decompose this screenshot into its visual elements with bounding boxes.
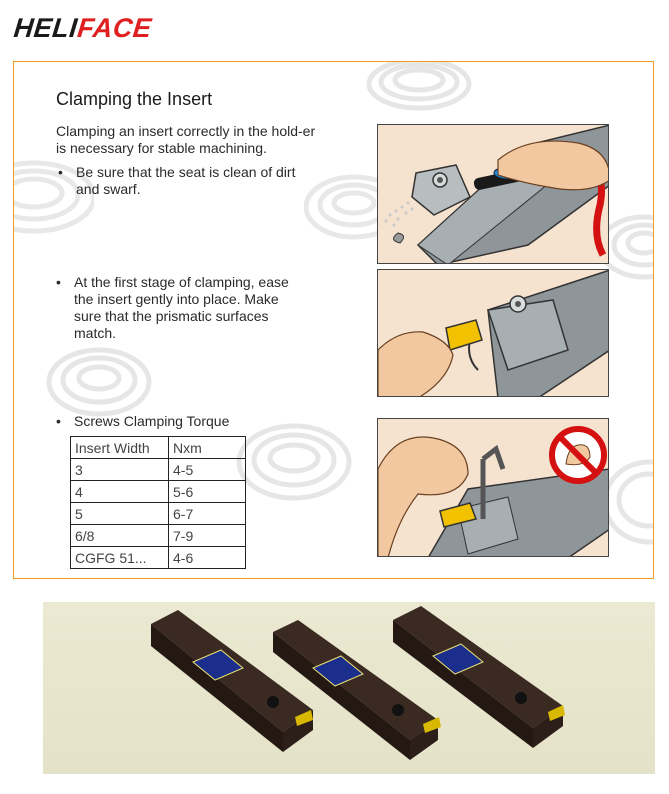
bullet-text: Be sure that the seat is clean of dirt and swarf.	[76, 164, 296, 197]
section-title: Clamping the Insert	[56, 89, 213, 109]
logo-part-heli: HELI	[12, 13, 80, 43]
bullet-dot: •	[56, 274, 61, 290]
table-row	[71, 547, 246, 569]
table-row	[71, 503, 246, 525]
bullet-text: Screws Clamping Torque	[74, 413, 230, 429]
table-row	[71, 525, 246, 547]
clamping-instructions-panel	[13, 61, 654, 579]
bullet-dot: •	[58, 164, 63, 180]
bullet-torque	[56, 413, 256, 430]
table-header: Insert Width	[71, 437, 169, 459]
table-row	[71, 481, 246, 503]
table-cell: 6/8	[71, 525, 169, 547]
illustration-inserting-insert	[377, 269, 609, 397]
bullet-first-stage	[56, 274, 296, 342]
table-cell: 6-7	[169, 503, 246, 525]
table-cell: CGFG 51...	[71, 547, 169, 569]
illustration-clamping-screw	[377, 418, 609, 557]
table-cell: 5-6	[169, 481, 246, 503]
table-cell: 5	[71, 503, 169, 525]
logo-part-face: FACE	[75, 13, 154, 43]
bullet-dot: •	[56, 413, 61, 429]
table-cell: 4-5	[169, 459, 246, 481]
watermark-rings-icon	[364, 61, 474, 114]
table-cell: 4-6	[169, 547, 246, 569]
watermark-rings-icon	[44, 342, 154, 422]
table-cell: 7-9	[169, 525, 246, 547]
bullet-text: At the first stage of clamping, ease the insert gently into place. Make sure that the prismatic surfaces match.	[74, 274, 289, 341]
table-header-row	[71, 437, 246, 459]
heliface-logo	[12, 12, 153, 44]
torque-table	[70, 436, 246, 569]
illustration-cleaning-seat	[377, 124, 609, 264]
table-row	[71, 459, 246, 481]
table-cell: 4	[71, 481, 169, 503]
table-cell: 3	[71, 459, 169, 481]
tool-holders-photo	[43, 602, 655, 774]
bullet-clean-seat	[58, 164, 308, 198]
table-header: Nxm	[169, 437, 246, 459]
intro-paragraph: Clamping an insert correctly in the hold-er is necessary for stable machining.	[56, 123, 316, 156]
